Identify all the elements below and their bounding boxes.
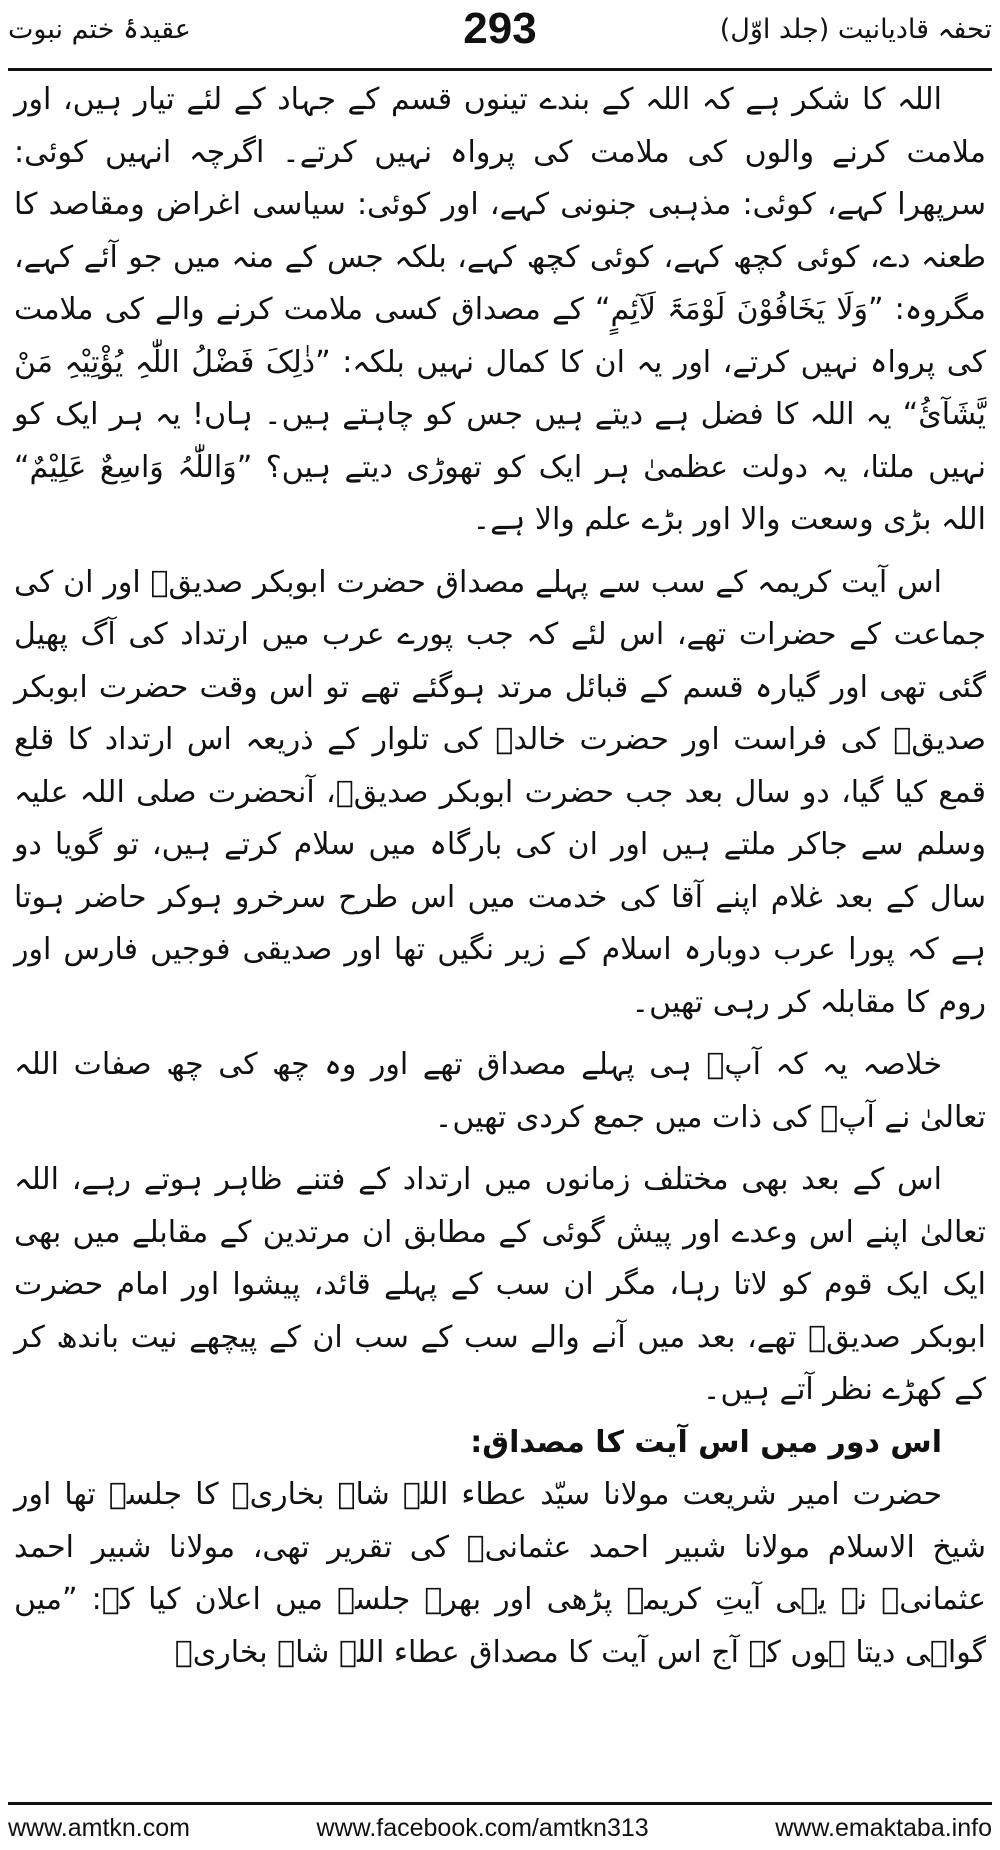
footer-divider	[8, 1802, 992, 1805]
page-body	[14, 74, 986, 1679]
book-title: تحفہ قادیانیت (جلد اوّل)	[719, 14, 992, 45]
footer-link-emaktaba[interactable]: www.emaktaba.info	[775, 1813, 992, 1842]
footer-link-facebook[interactable]: www.facebook.com/amtkn313	[316, 1813, 649, 1842]
paragraph-5: حضرت امیر شریعت مولانا سیّد عطاء اللہ شاہ بخاریؒ کا جلسہ تھا اور شیخ الاسلام مولانا شبیر احمد عثمانیؒ کی تقریر تھی، مولانا شبیر احمد عثمانیؒ نے یہی آیتِ کریمہ پڑھی اور بھرے جلسے میں اعلان کیا کہ: ”میں گواہی دیتا ہوں کہ آج اس آیت کا مصداق عطاء اللہ شاہ بخاریؒ	[14, 1477, 986, 1670]
chapter-title: عقیدۂ ختم نبوت	[8, 14, 191, 45]
paragraph-2: اس آیت کریمہ کے سب سے پہلے مصداق حضرت ابوبکر صدیقؓ اور ان کی جماعت کے حضرات تھے، اس لئے کہ جب پورے عرب میں ارتداد کی آگ پھیل گئی تھی اور گیارہ قسم کے قبائل مرتد ہوگئے تھے تو اس وقت حضرت ابوبکر صدیقؓ کی فراست اور حضرت خالدؓ کی تلوار کے ذریعہ اس ارتداد کا قلع قمع کیا گیا، دو سال بعد جب حضرت ابوبکر صدیقؓ، آنحضرت صلی اللہ علیہ وسلم سے جاکر ملتے ہیں اور ان کی بارگاہ میں سلام کرتے ہیں، تو گویا دو سال کے بعد غلام اپنے آقا کی خدمت میں اس طرح سرخرو ہوکر حاضر ہوتا ہے کہ پورا عرب دوبارہ اسلام کے زیر نگیں تھا اور صدیقی فوجیں فارس اور روم کا مقابلہ کر رہی تھیں۔	[14, 564, 986, 1020]
paragraph-4: اس کے بعد بھی مختلف زمانوں میں ارتداد کے فتنے ظاہر ہوتے رہے، اللہ تعالیٰ اپنے اس وعدے اور پیش گوئی کے مطابق ان مرتدین کے مقابلے میں بھی ایک ایک قوم کو لاتا رہا، مگر ان سب کے پہلے قائد، پیشوا اور امام حضرت ابوبکر صدیقؓ تھے، بعد میں آنے والے سب کے سب ان کے پیچھے نیت باندھ کر کے کھڑے نظر آتے ہیں۔	[14, 1162, 986, 1407]
page-header	[0, 0, 1000, 66]
paragraph-1: اللہ کا شکر ہے کہ اللہ کے بندے تینوں قسم کے جہاد کے لئے تیار ہیں، اور ملامت کرنے والوں کی ملامت کی پرواہ نہیں کرتے۔ اگرچہ انہیں کوئی: سرپھرا کہے، کوئی: مذہبی جنونی کہے، اور کوئی: سیاسی اغراض ومقاصد کا طعنہ دے، کوئی کچھ کہے، کوئی کچھ کہے، بلکہ جس کے منہ میں جو آئے کہے، مگروہ: ”وَلَا یَخَافُوْنَ لَوْمَۃَ لَآئِمٍ“ کے مصداق کسی ملامت کرنے والے کی ملامت کی پرواہ نہیں کرتے، اور یہ ان کا کمال نہیں بلکہ: ”ذٰلِکَ فَضْلُ اللّٰہِ یُؤْتِیْہِ مَنْ یَّشَآئُ“ یہ اللہ کا فضل ہے دیتے ہیں جس کو چاہتے ہیں۔ ہاں! یہ ہر ایک کو نہیں ملتا، یہ دولت عظمیٰ ہر ایک کو تھوڑی دیتے ہیں؟ ”وَاللّٰہُ وَاسِعٌ عَلِیْمٌ“ اللہ بڑی وسعت والا اور بڑے علم والا ہے۔	[14, 82, 986, 537]
page-number: 293	[463, 4, 537, 53]
footer-link-amtkn[interactable]: www.amtkn.com	[8, 1813, 190, 1842]
paragraph-3: خلاصہ یہ کہ آپؓ ہی پہلے مصداق تھے اور وہ چھ کی چھ صفات اللہ تعالیٰ نے آپؓ کی ذات میں جمع کردی تھیں۔	[14, 1047, 986, 1135]
header-divider	[8, 68, 992, 71]
section-heading: اس دور میں اس آیت کا مصداق:	[470, 1424, 942, 1460]
page-footer	[8, 1810, 992, 1846]
